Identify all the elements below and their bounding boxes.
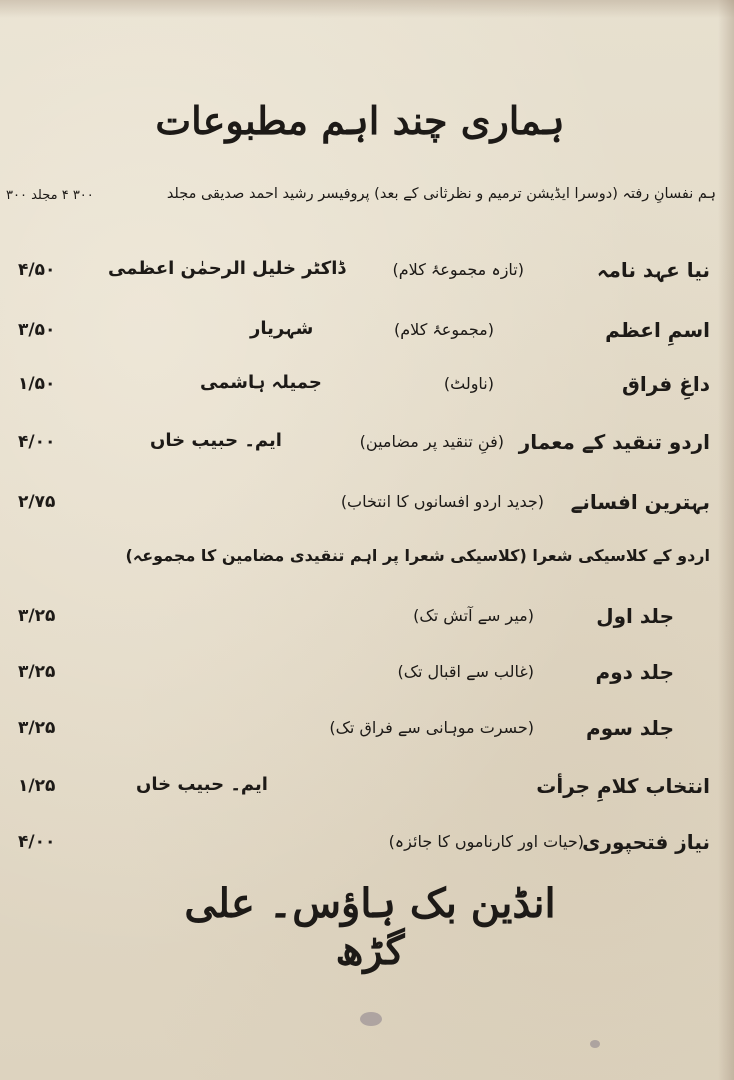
publisher-imprint: انڈین بک ہاؤس۔ علی گڑھ <box>184 880 556 974</box>
book-author: شہریار <box>250 318 314 339</box>
book-author: ایم۔ حبیب خاں <box>136 774 268 795</box>
book-description: (فنِ تنقید پر مضامین) <box>359 432 504 451</box>
page-title: ہماری چند اہم مطبوعات <box>155 98 565 143</box>
book-description: (غالب سے اقبال تک) <box>397 662 534 681</box>
book-title: بہترین افسانے <box>570 490 710 514</box>
book-price: ۴/۰۰ <box>18 832 56 852</box>
paper-edge-right <box>718 0 734 1080</box>
list-item <box>0 660 734 700</box>
book-description: (ناولٹ) <box>443 374 494 393</box>
book-description: (مجموعۂ کلام) <box>394 320 494 339</box>
book-title: اردو تنقید کے معمار <box>518 430 710 454</box>
book-description: (حسرت موہانی سے فراق تک) <box>329 718 534 737</box>
book-price: ۱/۲۵ <box>18 776 56 796</box>
list-item <box>0 604 734 644</box>
list-item <box>0 258 734 298</box>
book-title: جلد سوم <box>586 716 674 740</box>
book-title: داغِ فراق <box>621 372 710 396</box>
book-author: ایم۔ حبیب خاں <box>150 430 282 451</box>
list-item <box>0 774 734 814</box>
book-price: ۲/۷۵ <box>18 492 56 512</box>
paper-edge-top <box>0 0 734 18</box>
book-price: ۴/۰۰ <box>18 432 56 452</box>
book-price: ۳/۲۵ <box>18 718 56 738</box>
list-item <box>0 372 734 412</box>
book-price: ۳/۵۰ <box>18 320 56 340</box>
list-item <box>0 546 734 586</box>
list-item <box>0 490 734 530</box>
list-item <box>0 716 734 756</box>
book-price: ۱/۵۰ <box>18 374 56 394</box>
book-price: ۳/۲۵ <box>18 606 56 626</box>
header-entry: ہم نفسانِ رفتہ (دوسرا ایڈیشن ترمیم و نظرثانی کے بعد) پروفیسر رشید احمد صدیقی مجلد <box>166 186 716 202</box>
book-title: اردو کے کلاسیکی شعرا (کلاسیکی شعرا پر اہم تنقیدی مضامین کا مجموعہ) <box>125 546 710 565</box>
ink-stain <box>360 1012 382 1026</box>
book-description: (میر سے آتش تک) <box>413 606 534 625</box>
book-description: (جدید اردو افسانوں کا انتخاب) <box>340 492 544 511</box>
book-title: انتخاب کلامِ جرأت <box>536 774 710 798</box>
list-item <box>0 318 734 358</box>
book-author: جمیلہ ہاشمی <box>200 372 322 393</box>
ink-stain <box>590 1040 600 1048</box>
book-title: اسمِ اعظم <box>605 318 710 342</box>
book-author: ڈاکٹر خلیل الرحمٰن اعظمی <box>108 258 346 279</box>
book-price: ۳/۲۵ <box>18 662 56 682</box>
book-description: (تازہ مجموعۂ کلام) <box>392 260 524 279</box>
book-title: نیا عہد نامہ <box>596 258 710 282</box>
list-item <box>0 430 734 470</box>
book-title: نیاز فتحپوری <box>582 830 710 854</box>
header-price-note: ۳۰۰ ۴ مجلد ۳۰۰ <box>6 188 94 203</box>
list-item <box>0 830 734 870</box>
book-description: (حیات اور کارناموں کا جائزہ) <box>388 832 584 851</box>
book-title: جلد اول <box>596 604 674 628</box>
book-price: ۴/۵۰ <box>18 260 56 280</box>
book-title: جلد دوم <box>595 660 674 684</box>
